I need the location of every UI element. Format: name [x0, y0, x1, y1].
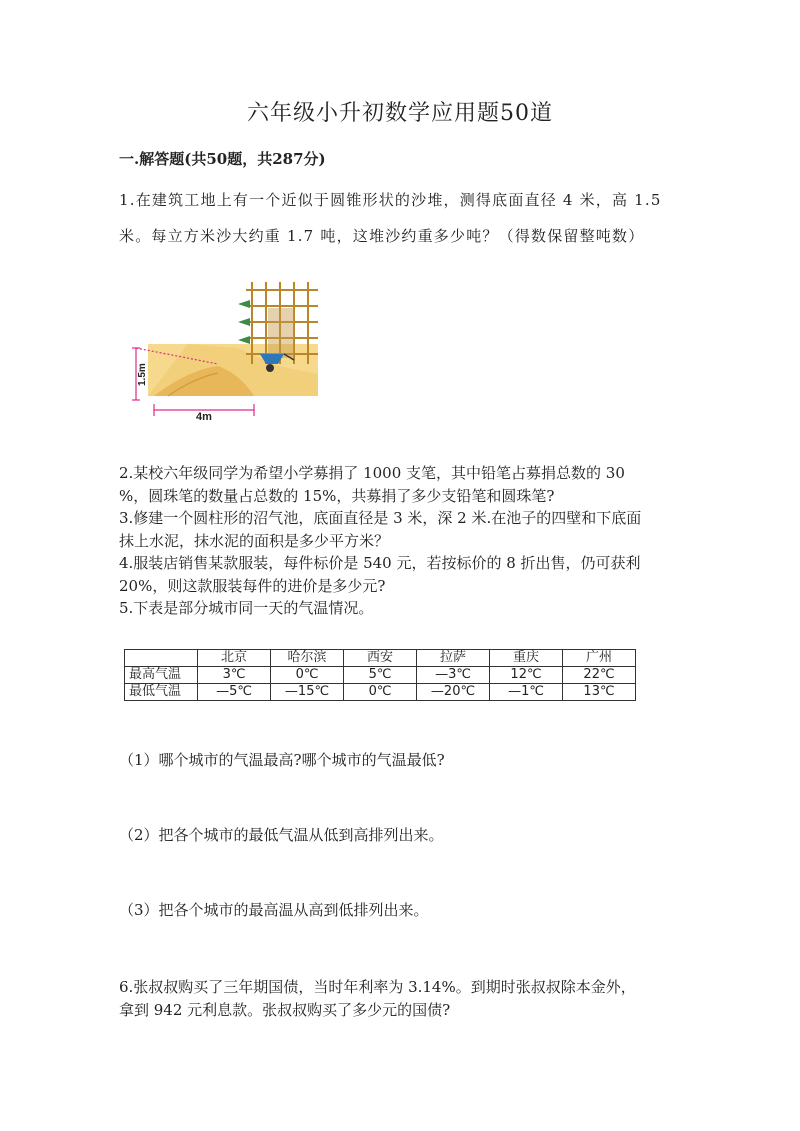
- question-4-line-1: 4.服装店销售某款服装，每件标价是 540 元，若按标价的 8 折出售，仍可获利: [119, 554, 641, 572]
- row-label-high: 最高气温: [125, 667, 198, 684]
- building: [268, 308, 294, 358]
- flag-3: [238, 336, 250, 344]
- question-2-line-1: 2.某校六年级同学为希望小学募捐了 1000 支笔，其中铅笔占募捐总数的 30: [119, 464, 625, 482]
- sand-pile-figure: [128, 278, 328, 428]
- high-temp-cell: 3℃: [198, 667, 271, 684]
- high-temp-cell: 22℃: [563, 667, 636, 684]
- low-temp-cell: —1℃: [490, 684, 563, 701]
- flag-2: [238, 318, 250, 326]
- low-temp-cell: —15℃: [271, 684, 344, 701]
- low-temp-cell: —5℃: [198, 684, 271, 701]
- question-2-line-2: %，圆珠笔的数量占总数的 15%，共募捐了多少支铅笔和圆珠笔?: [119, 487, 555, 505]
- row-label-low: 最低气温: [125, 684, 198, 701]
- city-header: 哈尔滨: [271, 650, 344, 667]
- table-row: [125, 684, 636, 701]
- low-temp-cell: 0℃: [344, 684, 417, 701]
- sand-pile-illustration: [128, 278, 328, 428]
- question-3-line-1: 3.修建一个圆柱形的沼气池，底面直径是 3 米，深 2 米.在池子的四壁和下底面: [119, 509, 642, 527]
- question-5-sub-1: （1）哪个城市的气温最高?哪个城市的气温最低?: [119, 751, 445, 769]
- city-header: 西安: [344, 650, 417, 667]
- city-header: 北京: [198, 650, 271, 667]
- high-temp-cell: —3℃: [417, 667, 490, 684]
- table-row: [125, 667, 636, 684]
- low-temp-cell: —20℃: [417, 684, 490, 701]
- table-header-row: [125, 650, 636, 667]
- height-label: 1.5m: [137, 363, 148, 386]
- question-4-line-2: 20%，则这款服装每件的进价是多少元?: [119, 577, 386, 595]
- table-corner-cell: [125, 650, 198, 667]
- question-6-line-1: 6.张叔叔购买了三年期国债，当时年利率为 3.14%。到期时张叔叔除本金外，: [119, 978, 636, 996]
- question-1-line-2: 米。每立方米沙大约重 1.7 吨，这堆沙约重多少吨？（得数保留整吨数）: [119, 227, 645, 245]
- high-temp-cell: 5℃: [344, 667, 417, 684]
- high-temp-cell: 12℃: [490, 667, 563, 684]
- question-5-sub-3: （3）把各个城市的最高温从高到低排列出来。: [119, 901, 429, 919]
- high-temp-cell: 0℃: [271, 667, 344, 684]
- city-header: 拉萨: [417, 650, 490, 667]
- flag-1: [238, 300, 250, 308]
- city-header: 重庆: [490, 650, 563, 667]
- question-6-line-2: 拿到 942 元利息款。张叔叔购买了多少元的国债?: [119, 1001, 451, 1019]
- city-header: 广州: [563, 650, 636, 667]
- low-temp-cell: 13℃: [563, 684, 636, 701]
- question-1-line-1: 1.在建筑工地上有一个近似于圆锥形状的沙堆，测得底面直径 4 米，高 1.5: [119, 191, 662, 209]
- diameter-label: 4m: [196, 411, 212, 423]
- section-heading: 一.解答题(共50题，共287分): [119, 150, 326, 168]
- question-5-sub-2: （2）把各个城市的最低气温从低到高排列出来。: [119, 826, 444, 844]
- question-5-text: 5.下表是部分城市同一天的气温情况。: [119, 599, 374, 617]
- page-title: 六年级小升初数学应用题50道: [247, 101, 553, 126]
- question-3-line-2: 抹上水泥，抹水泥的面积是多少平方米？: [119, 532, 390, 550]
- temperature-table: [124, 649, 636, 701]
